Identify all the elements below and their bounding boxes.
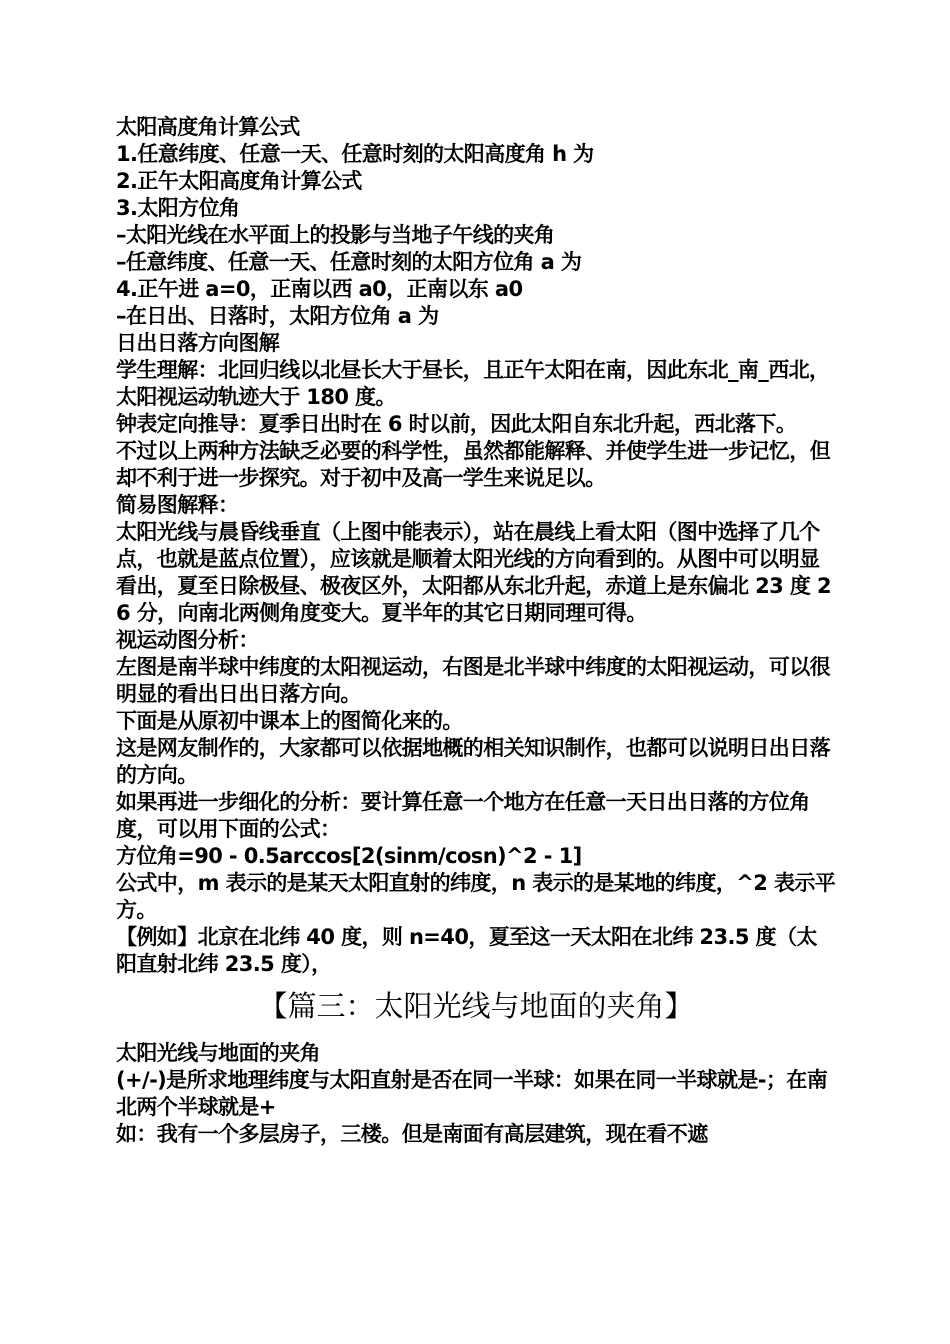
- heading-sunlight-ground-angle: 太阳光线与地面的夹角: [116, 1041, 320, 1065]
- simple-diagram-explanation: 太阳光线与晨昏线垂直（上图中能表示），站在晨线上看太阳（图中选择了几个点，也就是蓝点位置），应该就是顺着太阳光线的方向看到的。从图中可以明显看出，夏至日除极昼、极夜区外，太阳都从东北升起，赤道上是东偏北 23 度 26 分，向南北两侧角度变大。夏半年的其它日期同理可得。: [116, 520, 831, 625]
- hemisphere-sign-rule: (+/-)是所求地理纬度与太阳直射是否在同一半球：如果在同一半球就是-；在南北两个半球就是+: [116, 1068, 828, 1119]
- beijing-example: 【例如】北京在北纬 40 度，则 n=40，夏至这一天太阳在北纬 23.5 度（太阳直射北纬 23.5 度），: [116, 925, 817, 976]
- item-1-altitude-angle: 1.任意纬度、任意一天、任意时刻的太阳高度角 h 为: [116, 142, 594, 166]
- heading-apparent-motion: 视运动图分析：: [116, 628, 259, 652]
- item-2-noon-altitude: 2.正午太阳高度角计算公式: [116, 169, 362, 193]
- section-title: 【篇三：太阳光线与地面的夹角】: [258, 989, 694, 1023]
- item-3-azimuth: 3.太阳方位角: [116, 196, 240, 220]
- heading-simple-diagram: 简易图解释：: [116, 493, 239, 517]
- netizen-note: 这是网友制作的，大家都可以依据地概的相关知识制作，也都可以说明日出日落的方向。: [116, 736, 830, 787]
- heading-solar-altitude-formula: 太阳高度角计算公式: [116, 115, 300, 139]
- item-4-noon-azimuth: 4.正午进 a=0，正南以西 a0，正南以东 a0: [116, 277, 523, 301]
- azimuth-formula-intro: –任意纬度、任意一天、任意时刻的太阳方位角 a 为: [116, 250, 582, 274]
- clock-orientation: 钟表定向推导：夏季日出时在 6 时以前，因此太阳自东北升起，西北落下。: [116, 412, 797, 436]
- detailed-analysis: 如果再进一步细化的分析：要计算任意一个地方在任意一天日出日落的方位角度，可以用下面的公式：: [116, 790, 810, 841]
- apparent-motion-text: 左图是南半球中纬度的太阳视运动，右图是北半球中纬度的太阳视运动，可以很明显的看出日出日落方向。: [116, 655, 830, 706]
- azimuth-formula: 方位角=90 - 0.5arccos[2(sinm/cosn)^2 - 1]: [116, 844, 582, 868]
- azimuth-definition: –太阳光线在水平面上的投影与当地子午线的夹角: [116, 223, 555, 247]
- methods-note: 不过以上两种方法缺乏必要的科学性，虽然都能解释、并使学生进一步记忆，但却不利于进一步探究。对于初中及高一学生来说足以。: [116, 439, 830, 490]
- formula-explanation: 公式中，m 表示的是某天太阳直射的纬度，n 表示的是某地的纬度，^2 表示平方。: [116, 871, 836, 922]
- textbook-note: 下面是从原初中课本上的图简化来的。: [116, 709, 463, 733]
- heading-sunrise-diagram: 日出日落方向图解: [116, 331, 280, 355]
- student-understanding: 学生理解：北回归线以北昼长大于昼长，且正午太阳在南，因此东北_南_西北，太阳视运动轨迹大于 180 度。: [116, 358, 830, 409]
- house-example: 如：我有一个多层房子，三楼。但是南面有高层建筑，现在看不遮: [116, 1122, 708, 1146]
- document-body: [116, 114, 836, 1148]
- sunrise-sunset-azimuth: –在日出、日落时，太阳方位角 a 为: [116, 304, 439, 328]
